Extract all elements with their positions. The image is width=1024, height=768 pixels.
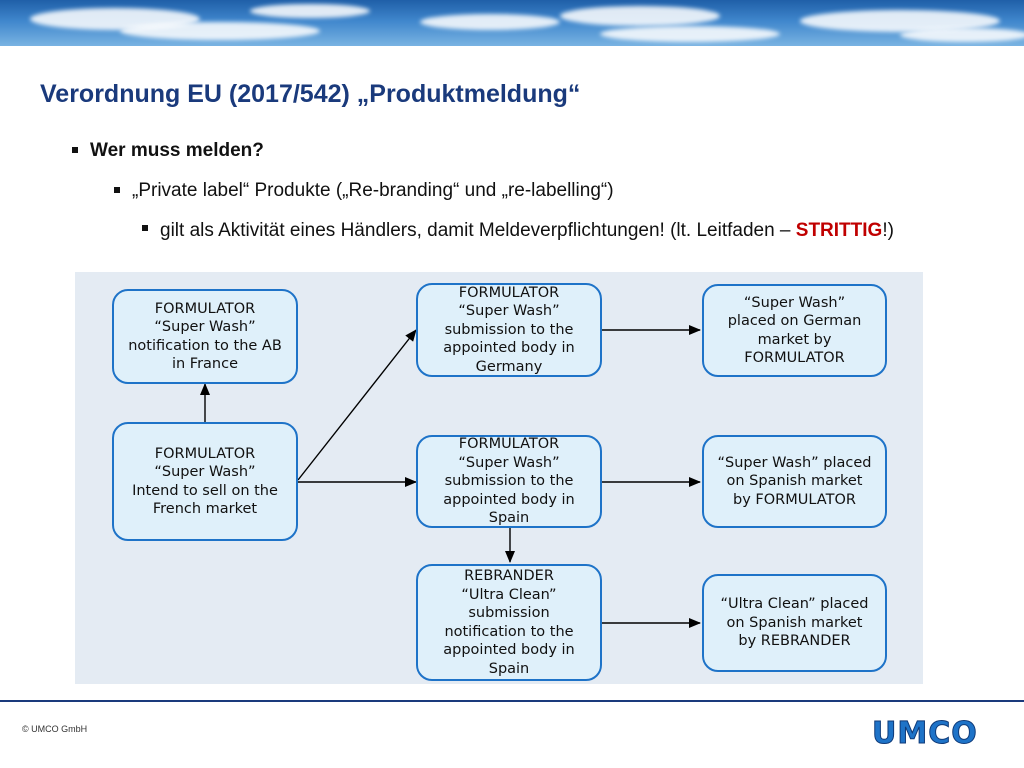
bullet-level-1 xyxy=(70,140,264,162)
bullet-level-2 xyxy=(110,180,614,202)
bullet-1-text: Wer muss melden? xyxy=(90,140,264,161)
bullet-3-suffix: !) xyxy=(882,220,894,241)
box-submission-spain: FORMULATOR “Super Wash” submission to the appointed body in Spain xyxy=(416,435,602,528)
bullet-3-prefix: gilt als Aktivität eines Händlers, damit Meldeverpflichtungen! (lt. Leitfaden – xyxy=(160,220,791,241)
footer-copyright: © UMCO GmbH xyxy=(22,724,88,734)
footer-divider xyxy=(0,700,1024,702)
bullet-3-text xyxy=(160,218,928,243)
box-placed-spanish-market-formulator: “Super Wash” placed on Spanish market by FORMULATOR xyxy=(702,435,887,528)
sky-banner xyxy=(0,0,1024,46)
box-intend-sell-france: FORMULATOR “Super Wash” Intend to sell on the French market xyxy=(112,422,298,541)
umco-logo: UMCO xyxy=(872,716,978,751)
strittig-highlight: STRITTIG xyxy=(795,220,883,241)
box-placed-spanish-market-rebrander: “Ultra Clean” placed on Spanish market by REBRANDER xyxy=(702,574,887,672)
bullet-2-text: „Private label“ Produkte („Re-branding“ und „re-labelling“) xyxy=(132,180,614,201)
box-notification-ab-france: FORMULATOR “Super Wash” notification to the AB in France xyxy=(112,289,298,384)
bullet-square-icon xyxy=(72,147,78,153)
box-placed-german-market: “Super Wash” placed on German market by FORMULATOR xyxy=(702,284,887,377)
slide-title: Verordnung EU (2017/542) „Produktmeldung“ xyxy=(40,80,581,108)
box-submission-germany: FORMULATOR “Super Wash” submission to the appointed body in Germany xyxy=(416,283,602,377)
flow-diagram xyxy=(75,272,923,684)
bullet-square-icon xyxy=(142,225,148,231)
bullet-square-icon xyxy=(114,187,120,193)
arrow-intend-to-germany xyxy=(298,330,416,480)
box-rebrander-submission-spain: REBRANDER “Ultra Clean” submission notification to the appointed body in Spain xyxy=(416,564,602,681)
bullet-level-3 xyxy=(138,218,928,243)
